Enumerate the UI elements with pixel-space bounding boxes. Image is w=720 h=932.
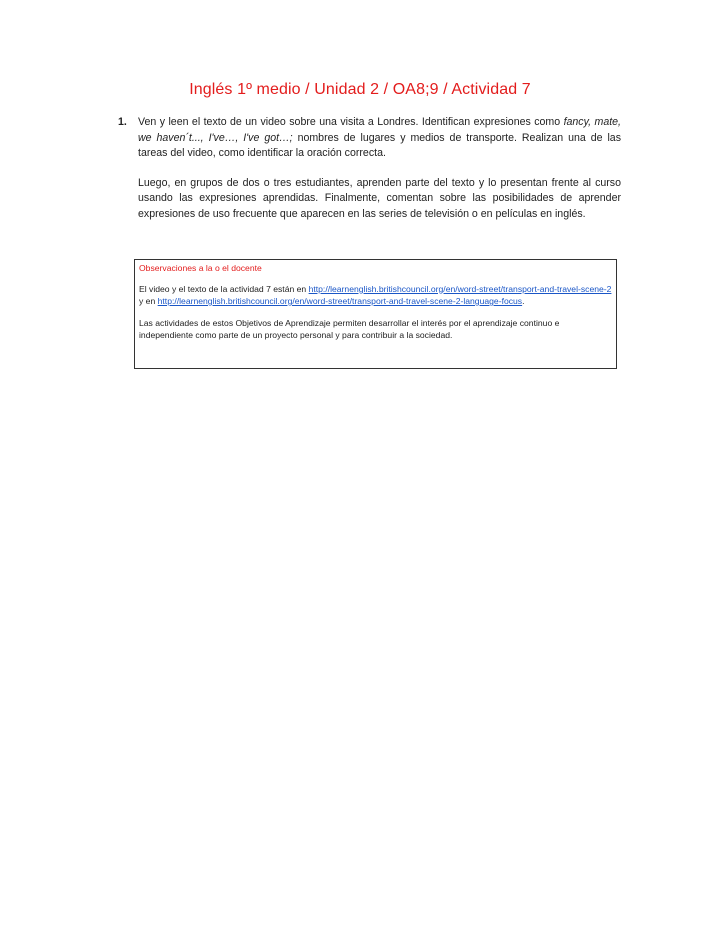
activity-text-1a: Ven y leen el texto de un video sobre una visita a Londres. Identifican expresiones como: [138, 116, 564, 128]
activity-body: [138, 115, 621, 222]
observations-text-1c: .: [522, 296, 525, 306]
video-link-language-focus[interactable]: http://learnenglish.britishcouncil.org/en/word-street/transport-and-travel-scene-2-language-focus: [157, 296, 523, 306]
activity-expressions-italic: fancy, mate, we haven´t..., I've…, I've got…;: [138, 116, 621, 144]
observations-text-1a: El video y el texto de la actividad 7 están en: [139, 283, 309, 294]
video-link-scene-2[interactable]: http://learnenglish.britishcouncil.org/en/word-street/transport-and-travel-scene-2: [308, 283, 612, 294]
observations-text-2: Las actividades de estos Objetivos de Aprendizaje permiten desarrollar el interés por el aprendizaje continuo e independiente como parte de un proyecto personal y para contribuir a la sociedad.: [139, 317, 560, 340]
observations-box: [134, 259, 617, 369]
activity-number: 1.: [118, 116, 127, 128]
activity-paragraph-2: Luego, en grupos de dos o tres estudiantes, aprenden parte del texto y lo presentan frente al curso usando las expresiones aprendidas. Finalmente, comentan sobre las posibilidades de aprender expresiones de uso frecuente que aparecen en las series de televisión o en películas en inglés.: [138, 176, 621, 220]
observations-title: Observaciones a la o el docente: [139, 263, 262, 273]
page-title: Inglés 1º medio / Unidad 2 / OA8;9 / Actividad 7: [189, 81, 531, 98]
activity-text-1b: nombres de lugares y medios de transporte. Realizan una de las tareas del video, como identificar la oración correcta.: [138, 131, 621, 159]
activity-item: [118, 115, 621, 236]
observations-text-1: [139, 283, 612, 308]
activity-paragraph-1: [138, 115, 621, 162]
observations-text-1b: y en: [139, 296, 158, 306]
